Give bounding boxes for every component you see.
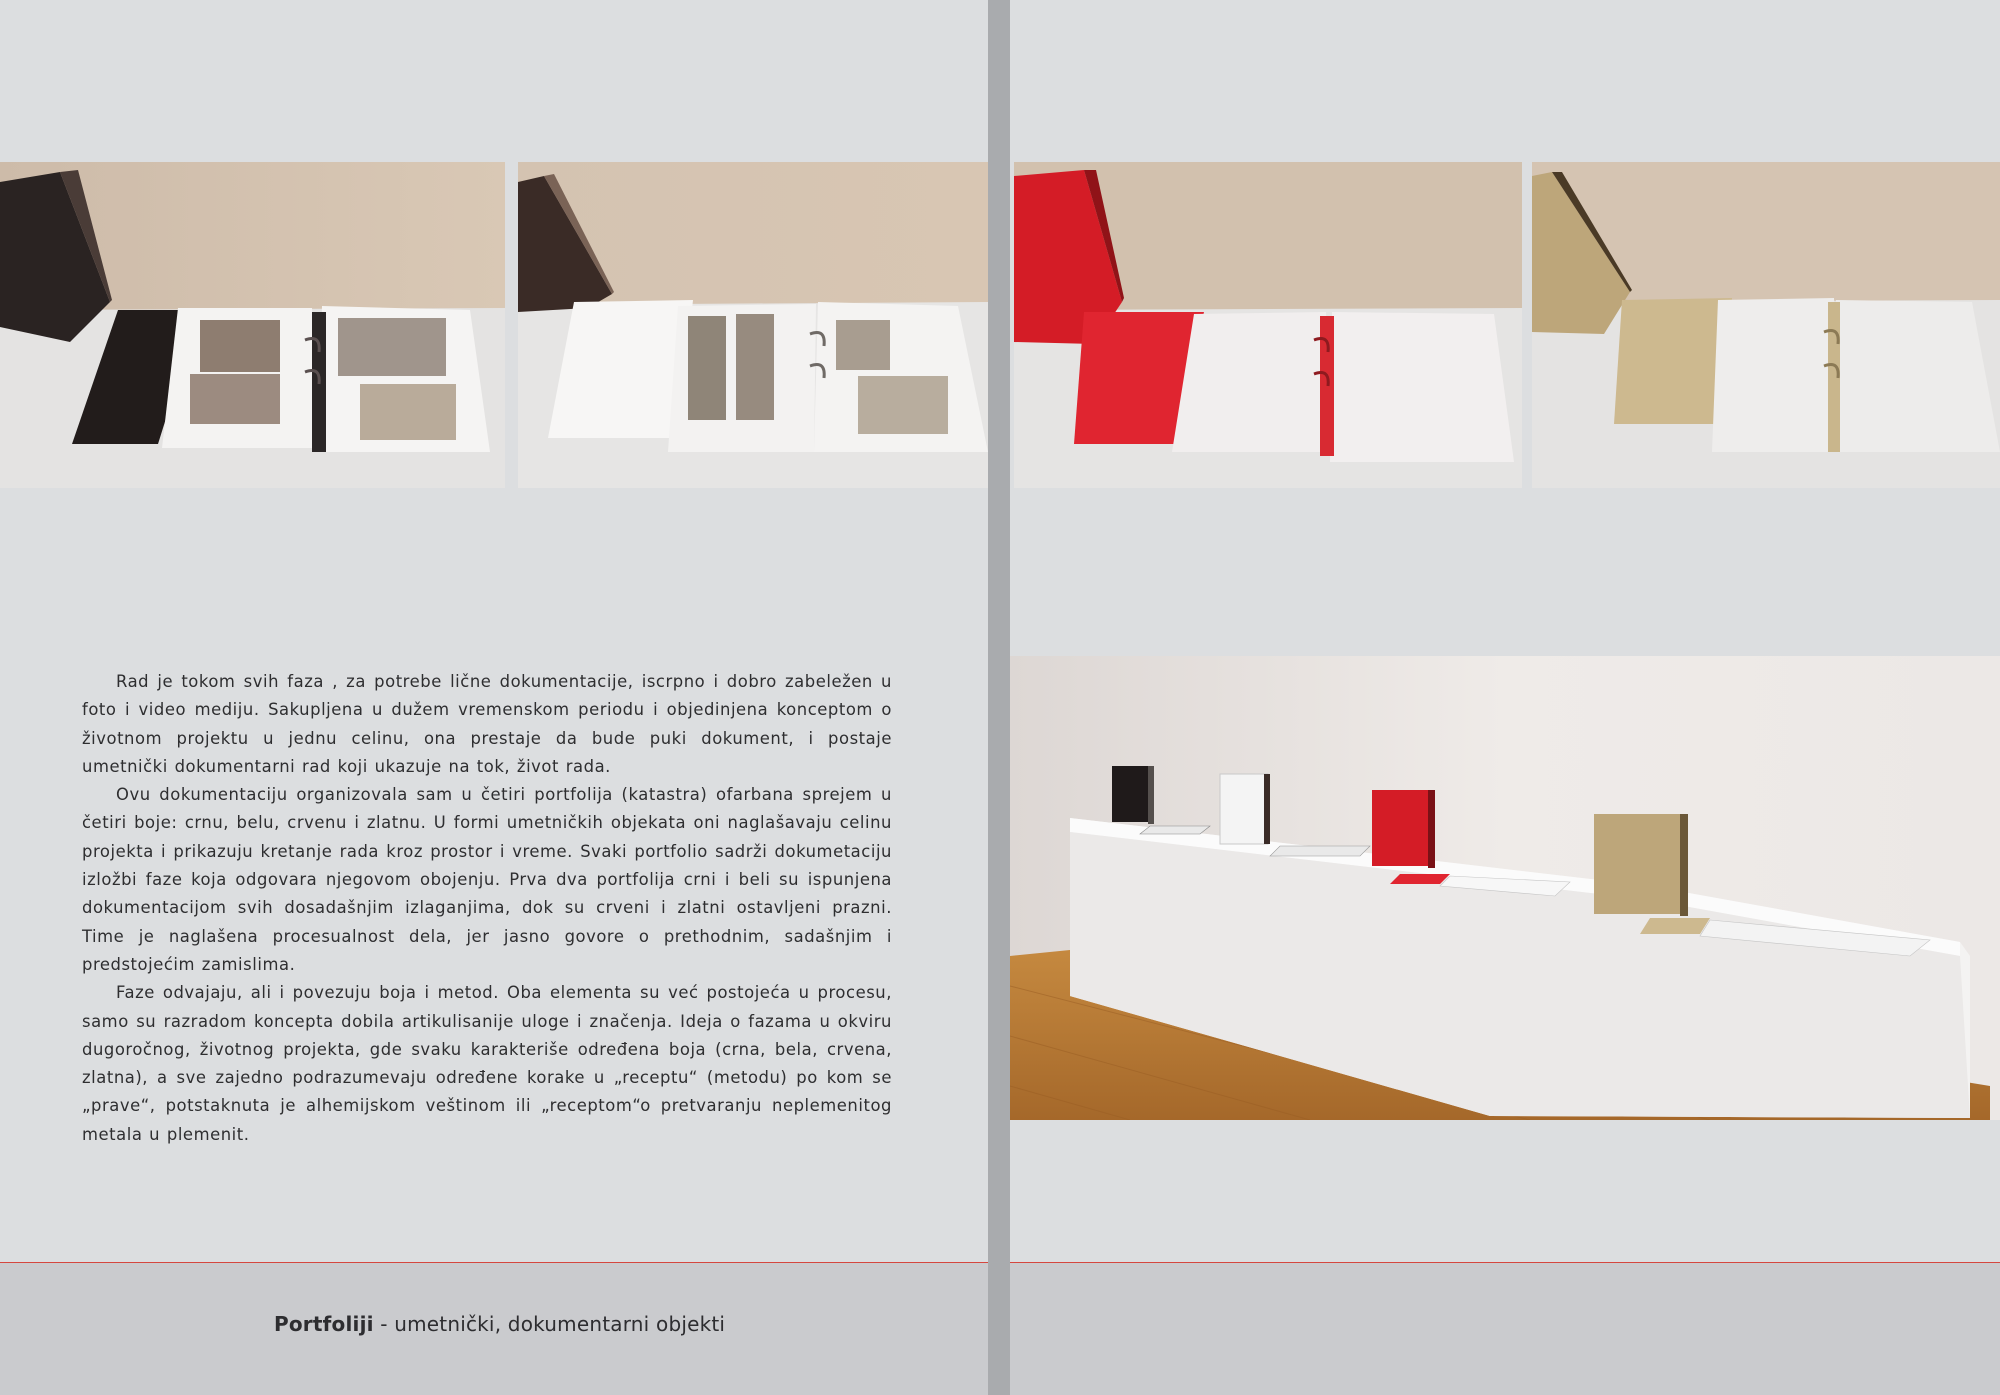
spread-gutter [988,0,1010,1395]
photo-red-portfolio [1014,162,1522,488]
paragraph-1: Rad je tokom svih faza , za potrebe lične dokumentacije, iscrpno i dobro zabeležen u foto i video mediju. Sakupljena u dužem vremenskom periodu i objedinjena konceptom o životnom projektu u jednu celinu, ona prestaje da bude puki dokument, i postaje umetnički dokumentarni rad koji ukazuje na tok, život rada. [82,672,892,776]
photo-white-portfolio [518,162,988,488]
body-text [82,668,892,1149]
caption-rest: - umetnički, dokumentarni objekti [373,1312,726,1336]
page-caption [274,1312,725,1336]
paragraph-2: Ovu dokumentaciju organizovala sam u četiri portfolija (katastra) ofarbana sprejem u četiri boje: crnu, belu, crvenu i zlatnu. U formi umetničkih objekata oni naglašavaju celinu projekta i prikazuju kretanje rada kroz prostor i vreme. Svaki portfolio sadrži dokumetaciju izložbi faze koja odgovara njegovom obojenju. Prva dva portfolija crni i beli su ispunjena dokumentacijom svih dosadašnjim izlaganjima, dok su crveni i zlatni ostavljeni prazni. Time je naglašena procesualnost dela, jer jasno govore o prethodnim, sadašnjim i predstojećim zamislima. [82,785,892,974]
photo-black-portfolio [0,162,505,488]
photo-gallery-installation [1010,656,2000,1120]
left-page [0,0,988,1395]
right-page [1010,0,2000,1395]
photo-gold-portfolio [1532,162,2000,488]
caption-bold: Portfoliji [274,1312,374,1336]
paragraph-3: Faze odvajaju, ali i povezuju boja i metod. Oba elementa su već postojeća u procesu, samo su razradom koncepta dobila artikulisanije uloge i značenja. Ideja o fazama u okviru dugoročnog, životnog projekta, gde svaku karakteriše određena boja (crna, bela, crvena, zlatna), a sve zajedno podrazumevaju određene korake u „receptu“ (metodu) po kom se „prave“, potstaknuta je alhemijskom veštinom ili „receptom“o pretvaranju neplemenitog metala u plemenit. [82,983,892,1144]
footer-band-right [1010,1263,2000,1395]
